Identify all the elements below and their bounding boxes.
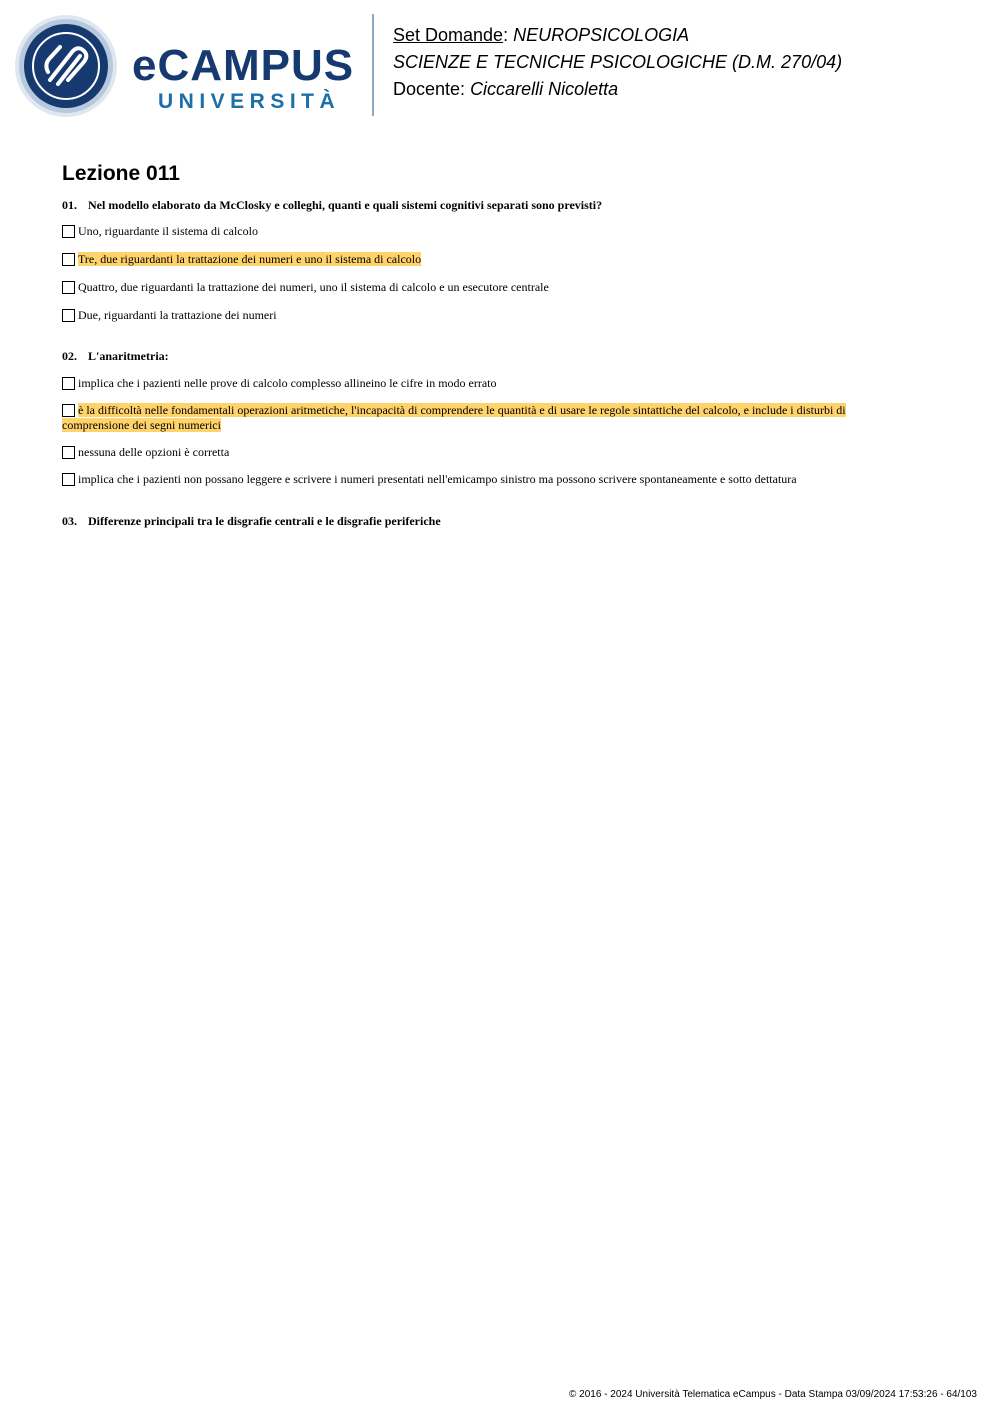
teacher-label: Docente xyxy=(393,79,461,99)
lesson-title: Lezione 011 xyxy=(62,162,180,185)
set-value: NEUROPSICOLOGIA xyxy=(513,25,690,45)
teacher-line: Docente: Ciccarelli Nicoletta xyxy=(393,79,619,99)
answer-option-highlighted[interactable] xyxy=(62,252,882,267)
option-text: Quattro, due riguardanti la trattazione dei numeri, uno il sistema di calcolo e un esecutore centrale xyxy=(78,280,549,294)
option-text: Due, riguardanti la trattazione dei numeri xyxy=(78,308,277,322)
answer-option[interactable] xyxy=(62,472,882,487)
teacher-name: Ciccarelli Nicoletta xyxy=(470,79,619,99)
checkbox[interactable] xyxy=(62,309,75,322)
set-label: Set Domande xyxy=(393,25,504,45)
option-text: nessuna delle opzioni è corretta xyxy=(78,445,230,459)
option-text: Tre, due riguardanti la trattazione dei numeri e uno il sistema di calcolo xyxy=(78,252,422,266)
brand-wordmark xyxy=(132,41,355,114)
answer-option[interactable] xyxy=(62,445,882,460)
option-text: implica che i pazienti nelle prove di calcolo complesso allineino le cifre in modo errato xyxy=(78,376,497,390)
question-01 xyxy=(62,198,602,213)
option-text: implica che i pazienti non possano leggere e scrivere i numeri presentati nell'emicampo sinistro ma possono scrivere spontaneamente e sotto dettatura xyxy=(78,472,797,486)
question-number: 03. xyxy=(62,514,77,528)
brand-subtitle: UNIVERSITÀ xyxy=(158,90,341,113)
question-number: 01. xyxy=(62,198,77,212)
question-03 xyxy=(62,514,441,529)
answer-option[interactable] xyxy=(62,280,882,295)
option-text: è la difficoltà nelle fondamentali operazioni aritmetiche, l'incapacità di comprendere le quantità e di usare le regole sintattiche del calcolo, e include i disturbi di comprensione dei segni numerici xyxy=(62,403,846,432)
page-footer: © 2016 - 2024 Università Telematica eCampus - Data Stampa 03/09/2024 17:53:26 - 64/103 xyxy=(569,1389,977,1400)
university-seal-icon xyxy=(14,14,118,118)
question-02 xyxy=(62,349,169,364)
checkbox[interactable] xyxy=(62,473,75,486)
checkbox[interactable] xyxy=(62,404,75,417)
course-line xyxy=(393,49,842,76)
checkbox[interactable] xyxy=(62,446,75,459)
answer-option[interactable] xyxy=(62,224,882,239)
brand-name: eCAMPUS xyxy=(132,41,355,90)
question-text: Nel modello elaborato da McClosky e colleghi, quanti e quali sistemi cognitivi separati sono previsti? xyxy=(88,198,603,212)
checkbox[interactable] xyxy=(62,225,75,238)
question-text: L'anaritmetria: xyxy=(88,349,169,363)
answer-option[interactable] xyxy=(62,376,882,391)
course-name: SCIENZE E TECNICHE PSICOLOGICHE (D.M. 270/04) xyxy=(393,52,843,72)
option-text: Uno, riguardante il sistema di calcolo xyxy=(78,224,258,238)
answer-option-highlighted[interactable] xyxy=(62,403,882,433)
checkbox[interactable] xyxy=(62,281,75,294)
checkbox[interactable] xyxy=(62,377,75,390)
question-text: Differenze principali tra le disgrafie centrali e le disgrafie periferiche xyxy=(88,514,441,528)
checkbox[interactable] xyxy=(62,253,75,266)
answer-option[interactable] xyxy=(62,308,882,323)
question-number: 02. xyxy=(62,349,77,363)
header-divider xyxy=(372,14,374,116)
set-line: Set Domande: NEUROPSICOLOGIA xyxy=(393,25,690,45)
header-info xyxy=(393,22,842,103)
ecampus-logo xyxy=(14,14,359,118)
